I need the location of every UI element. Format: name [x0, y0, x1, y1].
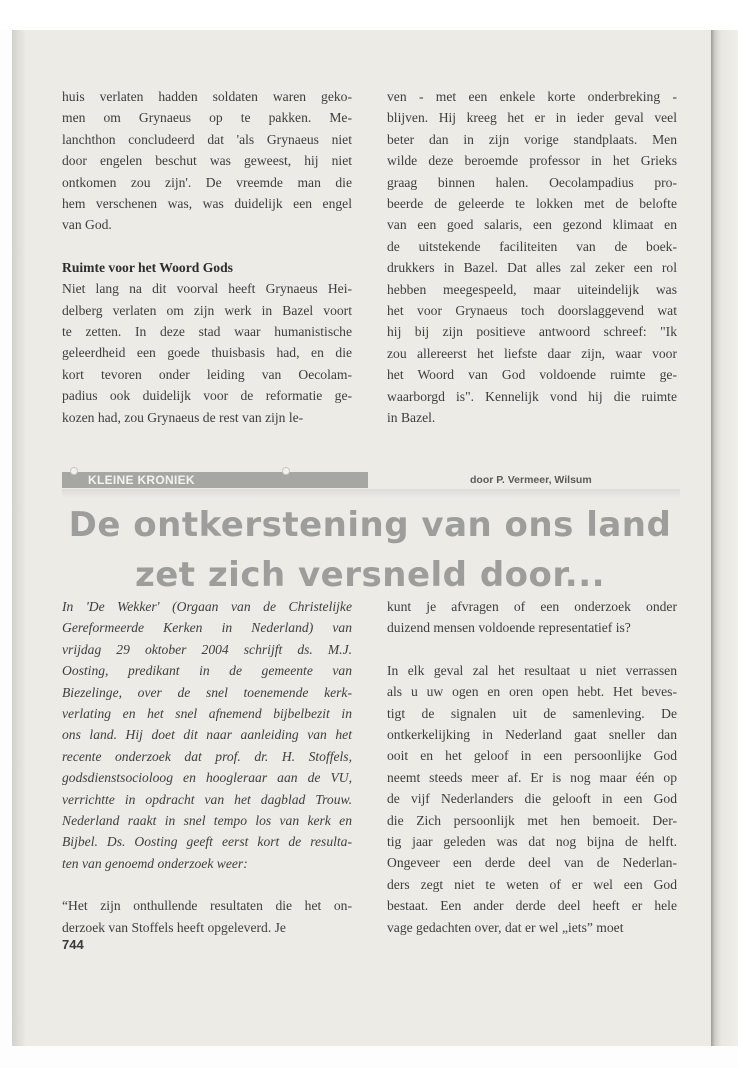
banner-dot-left	[70, 467, 78, 475]
text-line: als u uw ogen en oren open hebt. Het beves-	[387, 684, 677, 700]
text-line: tig jaar geleden was dat nog bijna de helft.	[387, 834, 677, 850]
headline-line-1: De ontkerstening van ons land	[68, 505, 672, 545]
text-line: kozen had, zou Grynaeus de rest van zijn le-	[62, 409, 304, 425]
banner-rule	[62, 489, 680, 498]
author-byline: door P. Vermeer, Wilsum	[470, 474, 592, 486]
text-line: de vijf Nederlanders die gelooft in een God	[387, 791, 677, 807]
page-number: 744	[62, 937, 84, 952]
text-line: verlating en het snel afnemend bijbelbezit in	[62, 706, 352, 722]
text-line: in Bazel.	[387, 410, 436, 426]
intro-paragraph	[62, 86, 352, 236]
text-line: padius ook duidelijk voor de reformatie ge-	[62, 388, 352, 404]
text-line: recente onderzoek dat prof. dr. H. Stoffels,	[62, 748, 352, 764]
banner-dot-right	[282, 467, 290, 475]
section-label: KLEINE KRONIEK	[88, 473, 195, 487]
text-line: vrijdag 29 oktober 2004 schrijft ds. M.J.	[62, 641, 352, 657]
text-line: blijven. Hij kreeg het er in ieder geval veel	[387, 110, 677, 126]
text-line: van een goed salaris, een gezond klimaat en	[387, 217, 677, 233]
text-line: In elk geval zal het resultaat u niet verrassen	[387, 662, 677, 678]
text-line: de uitstekende faciliteiten van de boek-	[387, 238, 677, 254]
text-line: Gereformeerde Kerken in Nederland) van	[62, 620, 352, 636]
adjacent-page-edge	[711, 30, 738, 1046]
text-line: tigt de signalen uit de samenleving. De	[387, 705, 677, 721]
section-subheading: Ruimte voor het Woord Gods	[62, 259, 233, 275]
text-line: duizend mensen voldoende representatief is?	[387, 620, 631, 636]
text-line: wilde deze beroemde professor in het Grieks	[387, 153, 677, 169]
page-gutter-shadow	[12, 30, 26, 1046]
quote-paragraph	[62, 895, 352, 938]
text-line: Niet lang na dit voorval heeft Grynaeus Hei-	[62, 281, 352, 297]
text-line: het Woord van God voldoende ruimte ge-	[387, 367, 677, 383]
article-bottom-left-column	[62, 596, 352, 938]
text-line: Bijbel. Ds. Oosting geeft eerst kort de resulta-	[62, 834, 352, 850]
text-line: “Het zijn onthullende resultaten die het on-	[62, 898, 352, 914]
text-line: Biezelinge, over de snel toenemende kerk-	[62, 684, 352, 700]
body-paragraph	[62, 278, 352, 428]
text-line: ontkerkelijking in Nederland gaat sneller dan	[387, 727, 677, 743]
text-line: door engelen beschut was geweest, hij niet	[62, 153, 352, 169]
text-line: neemt steeds meer af. Er is nog maar één op	[387, 769, 677, 785]
headline-line-2: zet zich versneld door...	[134, 555, 606, 595]
text-line: beter dan in zijn vorige standplaats. Men	[387, 131, 677, 147]
continued-paragraph	[387, 86, 677, 429]
intro-italic-paragraph	[62, 596, 352, 874]
text-line: ten van genoemd onderzoek weer:	[62, 855, 248, 871]
text-line: geleerdheid een goede thuisbasis had, en die	[62, 345, 352, 361]
text-line: ons land. Hij doet dit naar aanleiding van het	[62, 727, 352, 743]
text-line: hebben meegespeeld, maar uiteindelijk was	[387, 281, 677, 297]
text-line: godsdienstsocioloog en hoogleraar aan de VU,	[62, 770, 352, 786]
article-top-left-column	[62, 86, 352, 428]
text-line: men om Grynaeus op te pakken. Me-	[62, 110, 352, 126]
text-line: ontkomen zou zijn'. De vreemde man die	[62, 174, 352, 190]
text-line: die Zich persoonlijk met hen bemoeit. Der-	[387, 812, 677, 828]
text-line: ven - met een enkele korte onderbreking -	[387, 89, 677, 104]
text-line: huis verlaten hadden soldaten waren geko-	[62, 89, 352, 104]
text-line: hem verschenen was, was duidelijk een engel	[62, 196, 352, 212]
text-line: ooit en het geloof in een persoonlijke God	[387, 748, 677, 764]
article-bottom-right-column	[387, 596, 677, 938]
article-top-right-column	[387, 86, 677, 429]
text-line: bestaat. Een ander derde deel heeft er hele	[387, 898, 677, 914]
text-line: van God.	[62, 217, 112, 233]
text-line: kort tevoren onder leiding van Oecolam-	[62, 366, 352, 382]
text-line: waarborgd is". Kennelijk vond hij die ruimte	[387, 388, 677, 404]
text-line: In 'De Wekker' (Orgaan van de Christelijke	[62, 599, 352, 614]
text-line: beerde de geleerde te lokken met de belofte	[387, 196, 677, 212]
text-line: hij bij zijn positieve antwoord schreef: "Ik	[387, 324, 677, 340]
text-line: Oosting, predikant in de gemeente van	[62, 663, 352, 679]
article-headline	[40, 500, 700, 600]
text-line: het voor Grynaeus toch doorslaggevend wat	[387, 303, 677, 319]
results-paragraph	[387, 660, 677, 938]
text-line: derzoek van Stoffels heeft opgeleverd. Je	[62, 919, 286, 935]
text-line: verrichtte in opdracht van het dagblad Trouw.	[62, 791, 352, 807]
text-line: Nederland raakt in snel tempo los van kerk en	[62, 813, 352, 829]
text-line: kunt je afvragen of een onderzoek onder	[387, 599, 677, 614]
text-line: drukkers in Bazel. Dat alles zal zeker een rol	[387, 260, 677, 276]
text-line: Ongeveer een derde deel van de Nederlan-	[387, 855, 677, 871]
text-line: te zetten. In deze stad waar humanistische	[62, 324, 352, 340]
text-line: delberg verlaten om zijn werk in Bazel voort	[62, 302, 352, 318]
question-paragraph	[387, 596, 677, 639]
text-line: ders zegt niet te weten of er wel een God	[387, 876, 677, 892]
text-line: zou allereerst het liefste daar zijn, waar voor	[387, 345, 677, 361]
text-line: vage gedachten over, dat er wel „iets” moet	[387, 919, 624, 935]
text-line: graag binnen halen. Oecolampadius pro-	[387, 174, 677, 190]
text-line: lanchthon concludeerd dat 'als Grynaeus niet	[62, 131, 352, 147]
scanner-margin	[0, 0, 738, 30]
